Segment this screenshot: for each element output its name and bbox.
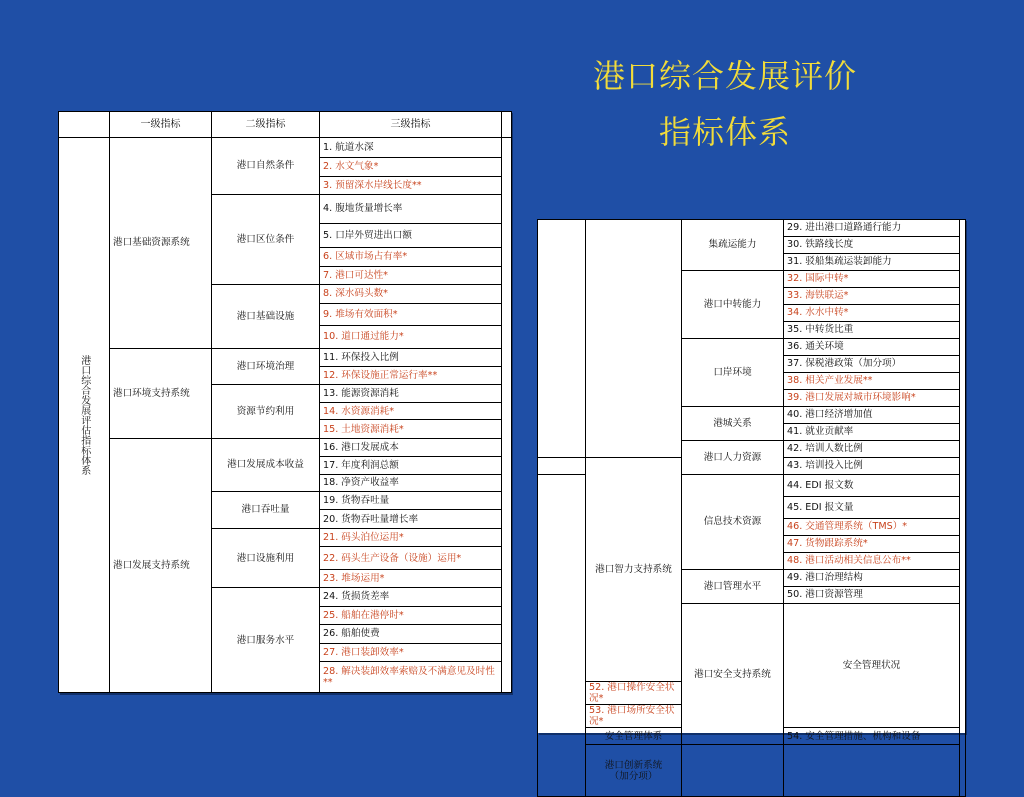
list-item: 43. 培训投入比例 — [784, 458, 960, 475]
slide-title-line2: 指标体系 — [658, 113, 791, 151]
level2-city: 港城关系 — [682, 407, 784, 441]
list-item: 23. 堆场运用* — [320, 569, 502, 587]
blank-level1-cell — [586, 220, 682, 458]
level2-safe-state: 安全管理状况 — [784, 604, 960, 728]
list-item: 14. 水资源消耗* — [320, 402, 502, 419]
level1-dev: 港口发展支持系统 — [110, 438, 212, 692]
list-item: 54. 安全管理措施、机构和设备 — [784, 728, 960, 745]
level2-infra: 港口基础设施 — [212, 285, 320, 349]
blank-root-cell-2 — [538, 458, 586, 475]
list-item: 49. 港口治理结构 — [784, 570, 960, 587]
list-item: 28. 解决装卸效率索赔及不满意见及时性** — [320, 662, 502, 693]
level1-innovation: 港口创新系统 （加分项） — [586, 745, 682, 797]
list-item: 1. 航道水深 — [320, 137, 502, 157]
list-item: 31. 驳船集疏运装卸能力 — [784, 254, 960, 271]
blank-innovation-level3 — [784, 745, 960, 797]
list-item: 40. 港口经济增加值 — [784, 407, 960, 424]
list-item: 5. 口岸外贸进出口额 — [320, 223, 502, 248]
level2-location: 港口区位条件 — [212, 194, 320, 284]
list-item: 17. 年度利润总额 — [320, 457, 502, 474]
header-blank — [59, 112, 110, 138]
level2-throughput: 港口吞吐量 — [212, 491, 320, 528]
list-item: 25. 船舶在港停时* — [320, 606, 502, 624]
list-item: 27. 港口装卸效率* — [320, 643, 502, 661]
blank-root-cell-3 — [538, 475, 586, 797]
header-level1: 一级指标 — [110, 112, 212, 138]
list-item: 22. 码头生产设备（设施）运用* — [320, 547, 502, 570]
indicator-table-right-grid — [537, 219, 966, 797]
level2-hr: 港口人力资源 — [682, 441, 784, 475]
level2-resource: 资源节约利用 — [212, 385, 320, 438]
list-item: 35. 中转货比重 — [784, 322, 960, 339]
list-item: 50. 港口资源管理 — [784, 587, 960, 604]
list-item: 6. 区域市场占有率* — [320, 248, 502, 266]
list-item: 2. 水文气象* — [320, 158, 502, 176]
list-item: 9. 堆场有效面积* — [320, 303, 502, 326]
table-header-row — [59, 112, 512, 138]
level2-natural: 港口自然条件 — [212, 137, 320, 194]
root-category-cell — [59, 137, 110, 692]
list-item: 48. 港口活动相关信息公布** — [784, 553, 960, 570]
list-item: 16. 港口发展成本 — [320, 438, 502, 456]
level2-transfer: 港口中转能力 — [682, 271, 784, 339]
list-item: 10. 道口通过能力* — [320, 326, 502, 349]
level1-basic: 港口基础资源系统 — [110, 137, 212, 348]
list-item: 46. 交通管理系统（TMS）* — [784, 519, 960, 536]
list-item: 26. 船舶使费 — [320, 625, 502, 643]
list-item: 39. 港口发展对城市环境影响* — [784, 390, 960, 407]
level2-cost: 港口发展成本收益 — [212, 438, 320, 491]
slide-title — [540, 48, 910, 160]
blank-root-cell — [538, 220, 586, 458]
list-item: 12. 环保设施正常运行率** — [320, 367, 502, 385]
list-item: 13. 能源资源消耗 — [320, 385, 502, 402]
list-item: 41. 就业贡献率 — [784, 424, 960, 441]
list-item: 47. 货物跟踪系统* — [784, 536, 960, 553]
list-item: 29. 进出港口道路通行能力 — [784, 220, 960, 237]
level2-collect: 集疏运能力 — [682, 220, 784, 271]
list-item: 4. 腹地货量增长率 — [320, 194, 502, 223]
level2-safe-sys: 安全管理体系 — [586, 728, 682, 745]
list-item: 18. 净资产收益率 — [320, 474, 502, 491]
level1-env: 港口环境支持系统 — [110, 348, 212, 438]
header-level3: 三级指标 — [320, 112, 502, 138]
blank-innovation-level2 — [682, 745, 784, 797]
list-item: 52. 港口操作安全状况* — [586, 682, 682, 705]
list-item: 24. 货损货差率 — [320, 588, 502, 606]
level2-mgmt: 港口管理水平 — [682, 570, 784, 604]
indicator-table-right — [537, 219, 965, 782]
list-item: 32. 国际中转* — [784, 271, 960, 288]
list-item: 34. 水水中转* — [784, 305, 960, 322]
level2-facility: 港口设施利用 — [212, 528, 320, 587]
list-item: 19. 货物吞吐量 — [320, 491, 502, 509]
list-item: 21. 码头泊位运用* — [320, 528, 502, 546]
list-item: 37. 保税港政策（加分项） — [784, 356, 960, 373]
list-item: 53. 港口场所安全状况* — [586, 705, 682, 728]
list-item: 15. 土地资源消耗* — [320, 420, 502, 438]
list-item: 36. 通关环境 — [784, 339, 960, 356]
list-item: 45. EDI 报文量 — [784, 497, 960, 519]
slide-title-line1: 港口综合发展评价 — [592, 57, 857, 95]
list-item: 20. 货物吞吐量增长率 — [320, 510, 502, 528]
level1-smart: 港口智力支持系统 — [586, 458, 682, 682]
list-item: 33. 海铁联运* — [784, 288, 960, 305]
indicator-table-left — [58, 111, 511, 693]
list-item: 30. 铁路线长度 — [784, 237, 960, 254]
list-item: 38. 相关产业发展** — [784, 373, 960, 390]
indicator-table-left-grid — [58, 111, 512, 693]
list-item: 42. 培训人数比例 — [784, 441, 960, 458]
level2-it: 信息技术资源 — [682, 475, 784, 570]
root-category-label: 港口综合发展评估指标体系 — [78, 354, 90, 475]
list-item: 3. 预留深水岸线长度** — [320, 176, 502, 194]
level2-service: 港口服务水平 — [212, 588, 320, 693]
level2-port-env: 口岸环境 — [682, 339, 784, 407]
list-item: 7. 港口可达性* — [320, 266, 502, 284]
list-item: 44. EDI 报文数 — [784, 475, 960, 497]
list-item: 8. 深水码头数* — [320, 285, 502, 303]
list-item: 11. 环保投入比例 — [320, 348, 502, 366]
level1-safety: 港口安全支持系统 — [682, 604, 784, 745]
level2-env-gov: 港口环境治理 — [212, 348, 320, 385]
header-level2: 二级指标 — [212, 112, 320, 138]
